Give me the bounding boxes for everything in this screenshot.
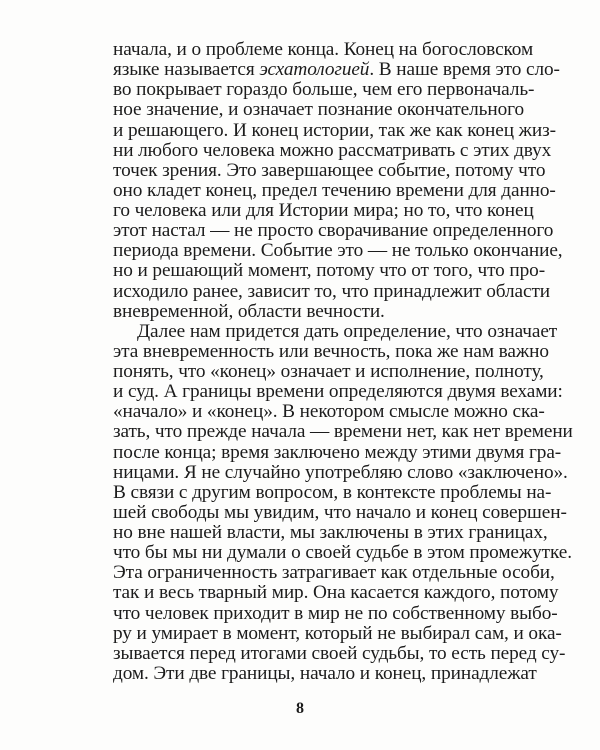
text-line: «начало» и «конец». В некотором смысле можно ска- (113, 401, 545, 423)
text-line: начала, и о проблеме конца. Конец на богословском (113, 39, 534, 60)
paragraph-first-line: Далее нам придется дать определение, что означает (137, 320, 558, 342)
text-line: оно кладет конец, предел течению времени для данно- (113, 179, 556, 201)
text-line: так и весь тварный мир. Она касается каждого, потому (113, 582, 559, 604)
text-line: ни любого человека можно рассматривать с этих двух (113, 139, 552, 161)
text-line: дом. Эти две границы, начало и конец, принадлежат (113, 662, 537, 684)
text-line: эта вневременность или вечность, пока же нам важно (113, 340, 549, 362)
text-line: ное значение, и означает познание окончательного (113, 99, 524, 121)
text-line: во покрывает гораздо больше, чем его первоначаль- (113, 79, 535, 101)
text-line: периода времени. Событие это — не только окончание, (113, 240, 563, 262)
text-line: В связи с другим вопросом, в контексте проблемы на- (113, 481, 552, 503)
text-line: го человека или для Истории мира; но то, что конец (113, 200, 534, 221)
text-line: что бы мы ни думали о своей судьбе в этом промежутке. (113, 542, 572, 564)
page-number: 8 (296, 700, 304, 717)
text-line: шей свободы мы увидим, что начало и конец совершен- (113, 501, 567, 523)
text-line: но и решающий момент, потому что от того, что про- (113, 260, 546, 282)
text-line: ру и умирает в момент, который не выбирал сам, и ока- (113, 622, 562, 644)
text-line: понять, что «конец» означает и исполнение, полноту, (113, 361, 544, 382)
text-line: но вне нашей власти, мы заключены в этих границах, (113, 522, 548, 543)
text-segment: языке называется (113, 59, 260, 81)
text-line: после конца; время заключено между этими двумя гра- (113, 441, 562, 463)
text-line: и решающего. И конец истории, так же как конец жиз- (113, 119, 556, 141)
text-line: что человек приходит в мир не по собственному выбо- (113, 602, 558, 624)
text-line (113, 59, 560, 81)
paragraph-last-line: вневременной, области вечности. (113, 300, 385, 322)
text-line: зать, что прежде начала — времени нет, как нет времени (113, 421, 573, 443)
text-line: исходило ранее, зависит то, что принадлежит области (113, 280, 550, 302)
text-line: точек зрения. Это завершающее событие, потому что (113, 159, 546, 181)
text-segment: . В наше время это сло- (369, 59, 560, 81)
text-line: зывается перед итогами своей судьбы, то есть перед су- (113, 642, 566, 664)
text-line: этот настал — не просто сворачивание определенного (113, 220, 554, 242)
text-line: ницами. Я не случайно употребляю слово «заключено». (113, 461, 568, 483)
text-line: Эта ограниченность затрагивает как отдельные особи, (113, 562, 555, 584)
text-line: и суд. А границы времени определяются двумя вехами: (113, 381, 563, 403)
italic-term: эсхатологией (259, 59, 370, 81)
